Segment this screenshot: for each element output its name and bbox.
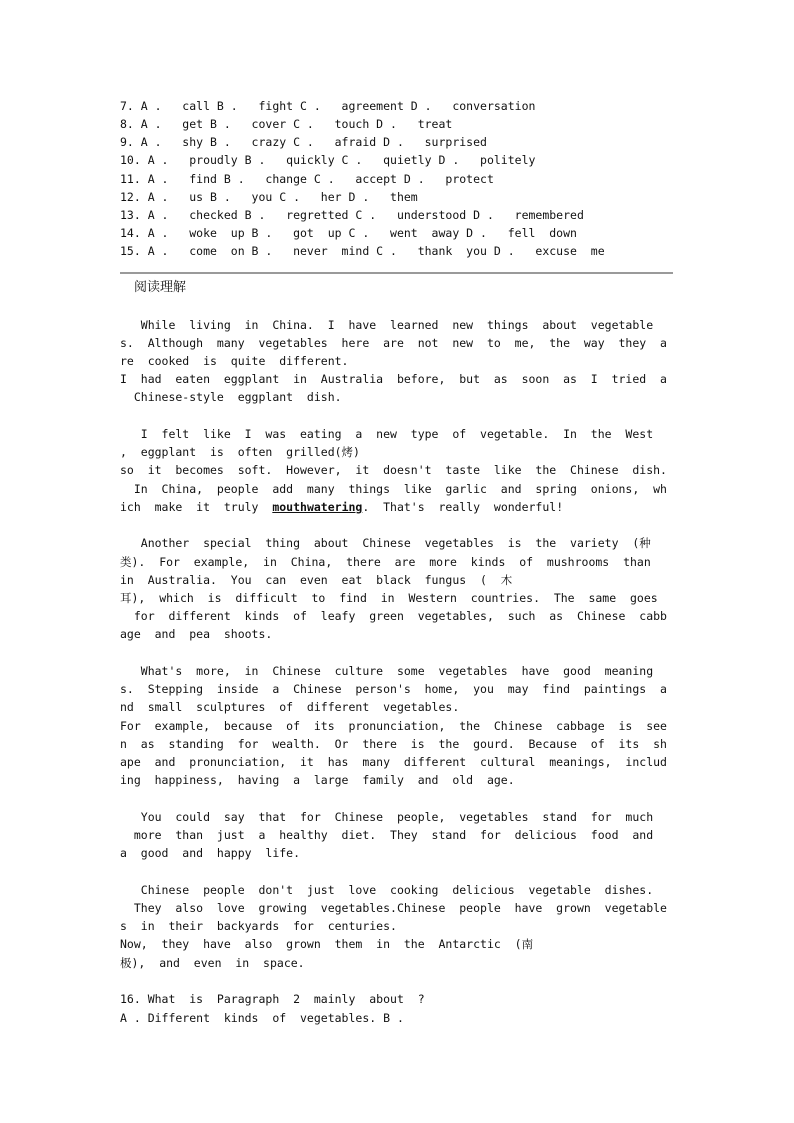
passage-line: a good and happy life.	[120, 846, 301, 860]
option-line-15: 15. A . come on B . never mind C . thank you D . excuse me	[120, 244, 605, 258]
passage-line: for different kinds of leafy green vegetables, such as Chinese cabb	[120, 609, 667, 623]
passage-line: nd small sculptures of different vegetables.	[120, 700, 460, 714]
passage-line: , eggplant is often grilled(烤)	[120, 445, 360, 459]
passage-line: 类). For example, in China, there are more kinds of mushrooms than	[120, 555, 651, 569]
passage-line: You could say that for Chinese people, vegetables stand for much	[120, 810, 654, 824]
option-line-10: 10. A . proudly B . quickly C . quietly D . politely	[120, 153, 536, 167]
passage-line: Another special thing about Chinese vegetables is the variety (种	[120, 536, 651, 550]
passage-line: re cooked is quite different.	[120, 354, 349, 368]
passage-line: 极), and even in space.	[120, 956, 305, 970]
passage-line: age and pea shoots.	[120, 627, 273, 641]
option-line-11: 11. A . find B . change C . accept D . protect	[120, 172, 494, 186]
passage-line: Chinese people don't just love cooking delicious vegetable dishes.	[120, 883, 654, 897]
passage-line: in Australia. You can even eat black fungus ( 木	[120, 573, 513, 587]
option-line-9: 9. A . shy B . crazy C . afraid D . surprised	[120, 135, 487, 149]
passage-line	[120, 498, 676, 516]
passage-line: In China, people add many things like garlic and spring onions, wh	[120, 482, 667, 496]
option-line-14: 14. A . woke up B . got up C . went away D . fell down	[120, 226, 577, 240]
passage-line: Chinese-style eggplant dish.	[120, 390, 342, 404]
passage-text: . That's really wonderful!	[362, 500, 564, 514]
question-16-stem: 16. What is Paragraph 2 mainly about ?	[120, 992, 425, 1006]
passage-line: ing happiness, having a large family and old age.	[120, 773, 515, 787]
highlighted-word: mouthwatering	[272, 500, 363, 514]
passage-line: more than just a healthy diet. They stand for delicious food and	[120, 828, 654, 842]
option-line-8: 8. A . get B . cover C . touch D . treat	[120, 117, 453, 131]
passage-line: ape and pronunciation, it has many different cultural meanings, includ	[120, 755, 667, 769]
passage-text: ich make it truly	[120, 500, 273, 514]
passage-line: 耳), which is difficult to find in Western countries. The same goes	[120, 591, 658, 605]
passage-line: s in their backyards for centuries.	[120, 919, 397, 933]
passage-line: n as standing for wealth. Or there is the gourd. Because of its sh	[120, 737, 667, 751]
option-line-7: 7. A . call B . fight C . agreement D . conversation	[120, 99, 536, 113]
option-line-12: 12. A . us B . you C . her D . them	[120, 190, 418, 204]
passage-line: For example, because of its pronunciation, the Chinese cabbage is see	[120, 719, 667, 733]
passage-line: I had eaten eggplant in Australia before, but as soon as I tried a	[120, 372, 667, 386]
passage-line: I felt like I was eating a new type of vegetable. In the West	[120, 427, 654, 441]
passage-line: What's more, in Chinese culture some vegetables have good meaning	[120, 664, 654, 678]
section-divider	[120, 272, 673, 274]
passage-line: s. Stepping inside a Chinese person's home, you may find paintings a	[120, 682, 667, 696]
passage-line: They also love growing vegetables.Chinese people have grown vegetable	[120, 901, 667, 915]
passage-line: so it becomes soft. However, it doesn't taste like the Chinese dish.	[120, 463, 667, 477]
passage-line: While living in China. I have learned new things about vegetable	[120, 318, 654, 332]
passage-line: s. Although many vegetables here are not new to me, the way they a	[120, 336, 667, 350]
option-line-13: 13. A . checked B . regretted C . understood D . remembered	[120, 208, 584, 222]
section-heading: 阅读理解	[134, 280, 187, 295]
passage-line: Now, they have also grown them in the Antarctic (南	[120, 937, 534, 951]
question-16-option: A . Different kinds of vegetables. B .	[120, 1011, 404, 1025]
